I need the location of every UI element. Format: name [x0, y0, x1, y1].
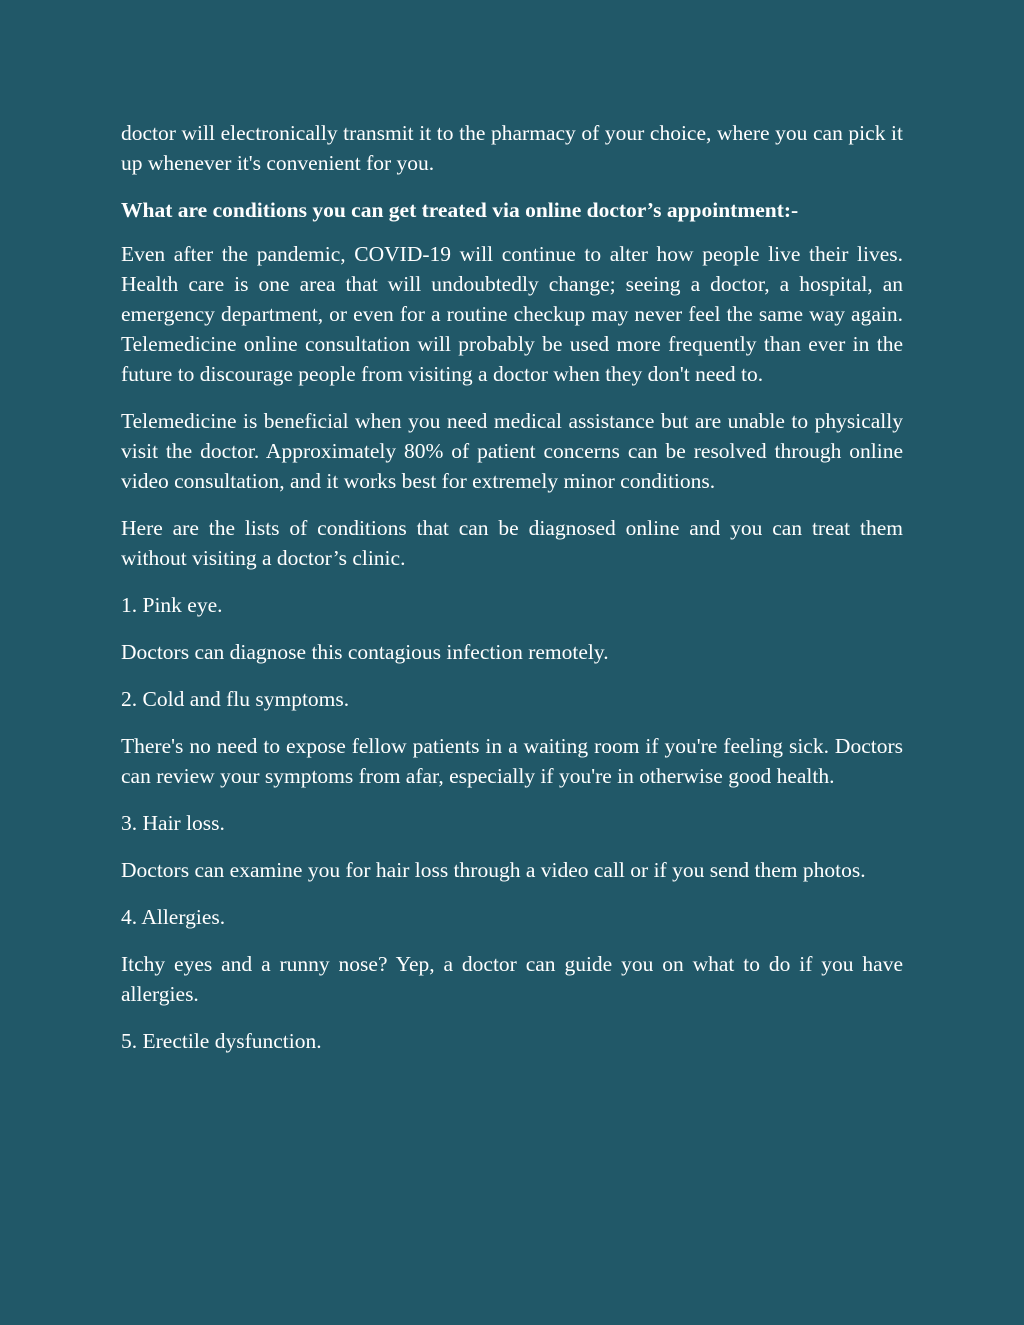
body-paragraph-telemedicine: Telemedicine is beneficial when you need medical assistance but are unable to physically visit the doctor. Approximately 80% of patient concerns can be resolved through online video consultation, and it works best for extremely minor conditions. [121, 409, 903, 493]
list-item-allergies: 4. Allergies. [121, 905, 226, 929]
body-paragraph-pandemic: Even after the pandemic, COVID-19 will continue to alter how people live their lives. Health care is one area that will undoubtedly change; seeing a doctor, a hospital, an emergency department, or even for a routine checkup may never feel the same way again. Telemedicine online consultation will probably be used more frequently than ever in the future to discourage people from visiting a doctor when they don't need to. [121, 242, 903, 386]
section-heading: What are conditions you can get treated via online doctor’s appointment:- [121, 198, 799, 222]
body-paragraph-pink-eye: Doctors can diagnose this contagious infection remotely. [121, 640, 609, 664]
list-item-cold-flu: 2. Cold and flu symptoms. [121, 687, 350, 711]
body-paragraph-hair-loss: Doctors can examine you for hair loss through a video call or if you send them photos. [121, 858, 866, 882]
list-item-hair-loss: 3. Hair loss. [121, 811, 225, 835]
body-paragraph-allergies: Itchy eyes and a runny nose? Yep, a doctor can guide you on what to do if you have allergies. [121, 952, 903, 1006]
document-body [121, 118, 903, 1073]
list-item-erectile-dysfunction: 5. Erectile dysfunction. [121, 1029, 322, 1053]
intro-paragraph: doctor will electronically transmit it to the pharmacy of your choice, where you can pick it up whenever it's convenient for you. [121, 121, 903, 175]
list-item-pink-eye: 1. Pink eye. [121, 593, 223, 617]
body-paragraph-cold-flu: There's no need to expose fellow patients in a waiting room if you're feeling sick. Doctors can review your symptoms from afar, especially if you're in otherwise good health. [121, 734, 903, 788]
body-paragraph-conditions-intro: Here are the lists of conditions that can be diagnosed online and you can treat them without visiting a doctor’s clinic. [121, 516, 903, 570]
